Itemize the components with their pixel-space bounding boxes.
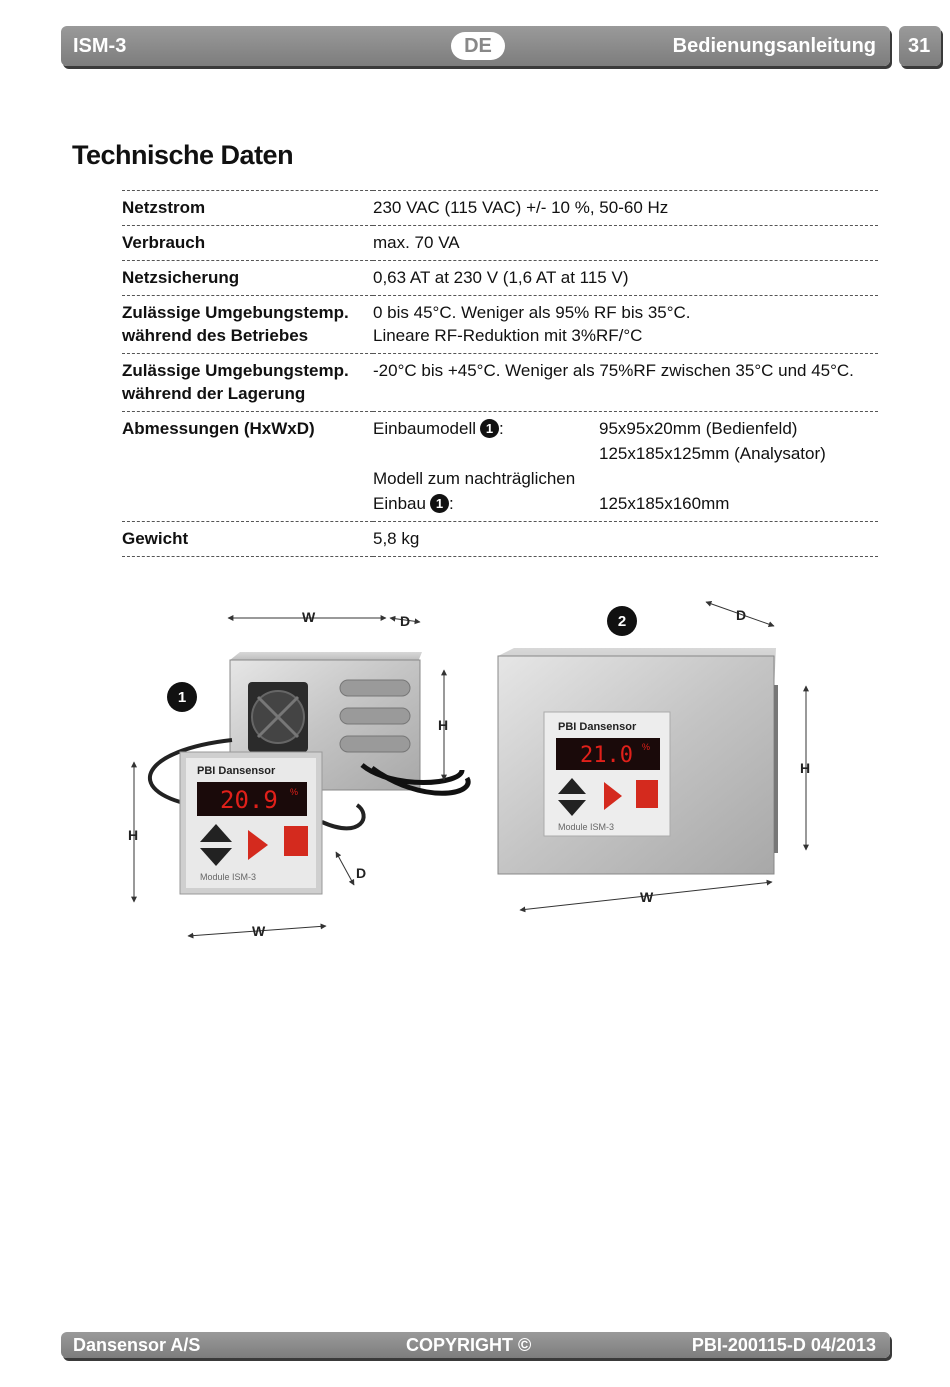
- spec-value: max. 70 VA: [373, 226, 878, 261]
- spec-label-line: Zulässige Umgebungstemp.: [122, 361, 349, 380]
- model1-value-1: 95x95x20mm (Bedienfeld): [599, 419, 798, 438]
- panel1-reading: 20.9: [220, 786, 278, 814]
- footer-copyright: COPYRIGHT ©: [406, 1335, 532, 1355]
- model1-name: [373, 417, 599, 440]
- control-panel-2: [544, 712, 670, 836]
- panel1-unit: %: [290, 787, 299, 797]
- model2-value: 125x185x160mm: [599, 494, 730, 513]
- language-badge: DE: [451, 32, 505, 60]
- spec-label: [122, 354, 373, 412]
- colon: :: [499, 419, 504, 438]
- table-row: [122, 226, 878, 261]
- footer-bar: [61, 1332, 890, 1358]
- page-number: 31: [908, 35, 931, 57]
- page-number-box: [899, 26, 941, 66]
- table-row: [122, 191, 878, 226]
- spec-label: Netzstrom: [122, 191, 373, 226]
- table-row: [122, 412, 878, 522]
- spec-label-line: während des Betriebes: [122, 326, 309, 345]
- panel2-model: Module ISM-3: [558, 822, 615, 832]
- dim-h-2: H: [800, 760, 811, 776]
- pin-icon: [284, 826, 308, 856]
- panel2-reading: 21.0: [580, 743, 633, 768]
- dim-w-1: W: [302, 609, 316, 625]
- spec-label-line: während der Lagerung: [122, 384, 306, 403]
- panel1-model: Module ISM-3: [200, 872, 257, 882]
- specs-table: [122, 190, 878, 557]
- spec-value: 5,8 kg: [373, 522, 878, 557]
- panel1-brand: PBI Dansensor: [197, 765, 276, 777]
- model2-name: [373, 492, 599, 515]
- panel2-unit: %: [642, 742, 651, 752]
- spec-label: Netzsicherung: [122, 261, 373, 296]
- spec-label: Gewicht: [122, 522, 373, 557]
- model2-label: Einbau: [373, 494, 426, 513]
- spec-value: [373, 296, 878, 354]
- footer-company: Dansensor A/S: [73, 1335, 201, 1355]
- pin-icon: [636, 780, 658, 808]
- model1-label: Einbaumodell: [373, 419, 477, 438]
- spec-value: -20°C bis +45°C. Weniger als 75%RF zwischen 35°C und 45°C.: [373, 354, 878, 412]
- spec-label-line: Zulässige Umgebungstemp.: [122, 303, 349, 322]
- control-panel-1: [180, 752, 322, 894]
- figure-badge-1: 1: [177, 689, 187, 706]
- table-row: [122, 261, 878, 296]
- dim-d-1: D: [400, 613, 411, 629]
- device-illustration: [122, 590, 822, 945]
- dim-d-panel: D: [356, 865, 367, 881]
- dim-w-panel: W: [252, 923, 266, 939]
- spec-value-line: Lineare RF-Reduktion mit 3%RF/°C: [373, 326, 643, 345]
- spec-label: [122, 296, 373, 354]
- header-doc-type: Bedienungsanleitung: [672, 35, 876, 57]
- panel2-brand: PBI Dansensor: [558, 721, 637, 733]
- dim-w-2: W: [640, 889, 654, 905]
- figure-badge-2: 2: [617, 613, 627, 630]
- table-row: [122, 354, 878, 412]
- colon: :: [448, 494, 454, 513]
- spec-label: Verbrauch: [122, 226, 373, 261]
- dimensions-grid: [373, 417, 878, 515]
- spec-value: [373, 412, 878, 522]
- header-product: ISM-3: [73, 35, 127, 57]
- spec-value: 0,63 AT at 230 V (1,6 AT at 115 V): [373, 261, 878, 296]
- page-title: Technische Daten: [72, 140, 294, 170]
- spec-value: 230 VAC (115 VAC) +/- 10 %, 50-60 Hz: [373, 191, 878, 226]
- spec-label: Abmessungen (HxWxD): [122, 412, 373, 522]
- badge-1-icon: 1: [480, 419, 499, 438]
- header-bar: [61, 26, 890, 66]
- table-row: [122, 296, 878, 354]
- badge-1-icon: 1: [430, 494, 449, 513]
- table-row: [122, 522, 878, 557]
- footer-doc-ref: PBI-200115-D 04/2013: [691, 1335, 876, 1355]
- spacer: [373, 442, 599, 465]
- dim-h-1: H: [438, 717, 449, 733]
- spec-value-line: 0 bis 45°C. Weniger als 95% RF bis 35°C.: [373, 303, 691, 322]
- model1-value-2: 125x185x125mm (Analysator): [599, 444, 826, 463]
- model2-name-line1: Modell zum nachträglichen: [373, 469, 576, 488]
- dim-h-panel: H: [128, 827, 139, 843]
- dim-d-2: D: [736, 607, 747, 623]
